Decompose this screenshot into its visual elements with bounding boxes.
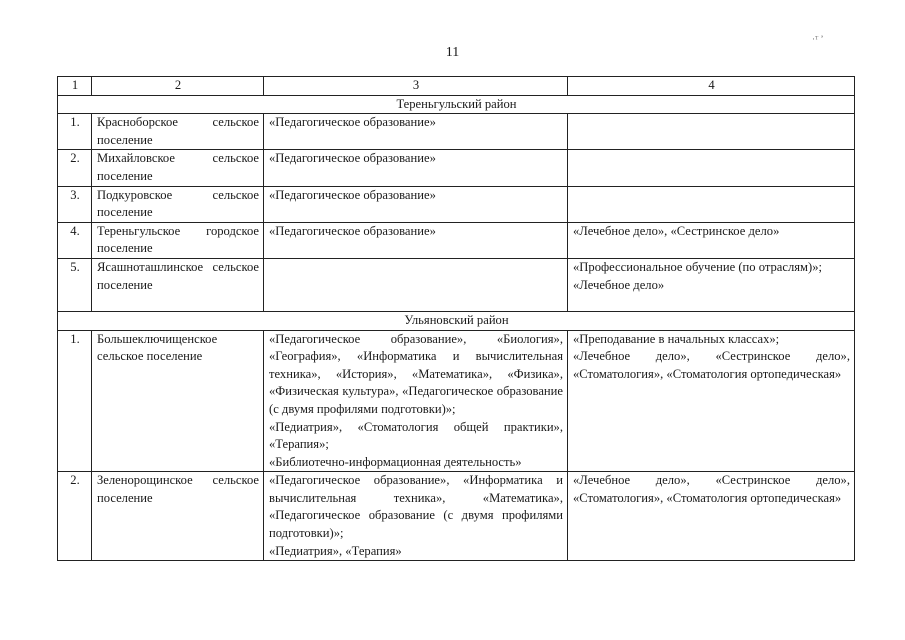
specialty-line: «Педиатрия», «Терапия»: [269, 543, 402, 558]
specialties-col3: «Педагогическое образование»: [264, 186, 568, 222]
specialty-line: «Преподавание в начальных классах»;: [573, 331, 780, 346]
specialties-col4: [568, 114, 855, 150]
table-row: [58, 472, 855, 561]
section-row: [58, 95, 855, 114]
specialty-line: «Лечебное дело», «Сестринское дело», «Стоматология», «Стоматология ортопедическая»: [573, 349, 850, 381]
specialties-col3: [264, 258, 568, 311]
settlement-name: Тереньгульское городское поселение: [92, 222, 264, 258]
header-col-1: 1: [58, 77, 92, 96]
row-number: 4.: [58, 222, 92, 258]
header-col-3: 3: [264, 77, 568, 96]
row-number: 2.: [58, 472, 92, 561]
table-row: [58, 258, 855, 311]
specialty-line: «Библиотечно-информационная деятельность»: [269, 454, 522, 469]
specialties-col3: [264, 472, 568, 561]
table-row: [58, 186, 855, 222]
specialties-col3: [264, 330, 568, 472]
row-number: 1.: [58, 114, 92, 150]
specialties-col4: [568, 150, 855, 186]
specialties-col4: «Лечебное дело», «Сестринское дело»: [568, 222, 855, 258]
settlement-name: Подкуровское сельское поселение: [92, 186, 264, 222]
section-title-terengulsky: Тереньгульский район: [58, 95, 855, 114]
row-number: 5.: [58, 258, 92, 311]
specialties-col4: [568, 186, 855, 222]
document-table: [57, 76, 855, 561]
row-number: 2.: [58, 150, 92, 186]
header-col-2: 2: [92, 77, 264, 96]
page-number: 11: [445, 45, 460, 60]
specialties-col3: «Педагогическое образование»: [264, 150, 568, 186]
specialties-col4: «Лечебное дело», «Сестринское дело», «Стоматология», «Стоматология ортопедическая»: [568, 472, 855, 561]
specialty-line: «Профессиональное обучение (по отраслям)»;: [573, 259, 823, 274]
settlement-name: Большеключищенское сельское поселение: [92, 330, 264, 472]
row-number: 1.: [58, 330, 92, 472]
specialties-col4: [568, 258, 855, 311]
table-row: [58, 330, 855, 472]
settlement-name: Ясашноташлинское сельское поселение: [92, 258, 264, 311]
specialties-col3: «Педагогическое образование»: [264, 222, 568, 258]
table-row: [58, 222, 855, 258]
specialty-line: «Педиатрия», «Стоматология общей практики», «Терапия»;: [269, 419, 563, 452]
settlement-name: Михайловское сельское поселение: [92, 150, 264, 186]
specialty-line: «Педагогическое образование», «Биология», «География», «Информатика и вычислительная техника», «История», «Математика», «Физика», «Физическая культура», «Педагогическое образование (с двумя профилями подготовки)»;: [269, 331, 563, 416]
section-row: [58, 311, 855, 330]
specialty-line: «Педагогическое образование», «Информатика и вычислительная техника», «Математика», «Педагогическое образование (с двумя профилями подготовки)»;: [269, 473, 563, 541]
table-header-row: [58, 77, 855, 96]
specialties-col4: [568, 330, 855, 472]
scan-mark: ·ᵀ ’: [812, 34, 824, 44]
specialties-col3: «Педагогическое образование»: [264, 114, 568, 150]
specialty-line: «Лечебное дело»: [573, 277, 665, 292]
section-title-ulyanovsky: Ульяновский район: [58, 311, 855, 330]
table-row: [58, 150, 855, 186]
settlement-name: Красноборское сельское поселение: [92, 114, 264, 150]
row-number: 3.: [58, 186, 92, 222]
table-row: [58, 114, 855, 150]
settlement-name: Зеленорощинское сельское поселение: [92, 472, 264, 561]
header-col-4: 4: [568, 77, 855, 96]
